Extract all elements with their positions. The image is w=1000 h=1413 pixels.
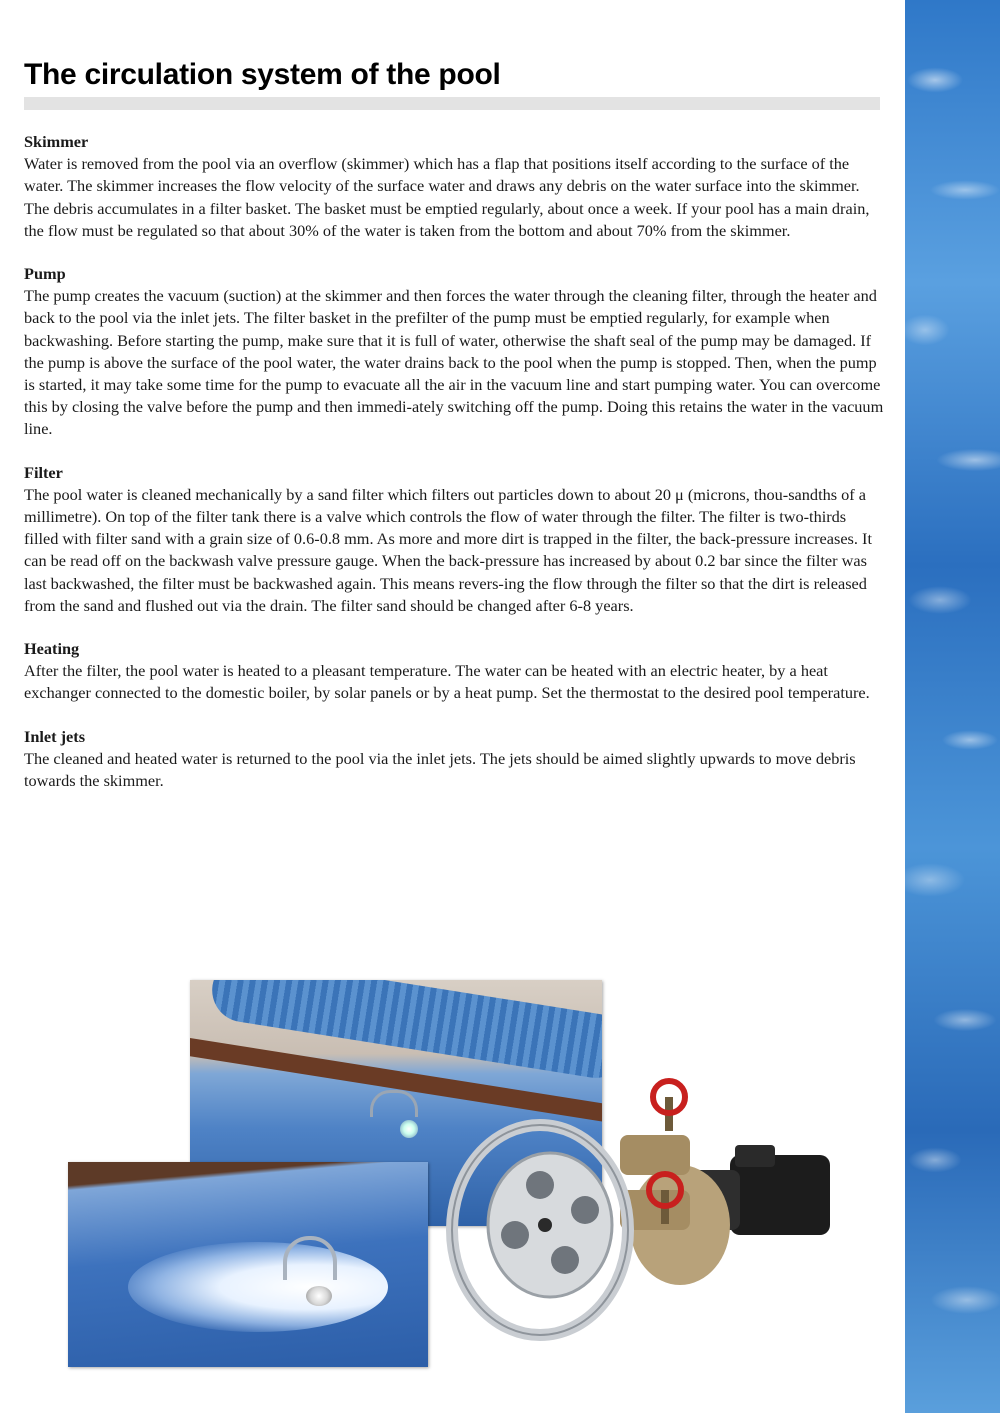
pump-housing — [620, 1135, 730, 1285]
valve-top — [653, 1081, 685, 1131]
section-text: The pump creates the vacuum (suction) at the skimmer and then forces the water through the cleaning filter, through the heater and back to the pool via the inlet jets. The filter basket in the prefilter of the pump must be emptied regularly, for example when backwashing. Before starting the pump, make sure that it is full of water, otherwise the shaft seal of the pump may be damaged. If the pump is above the surface of the pool water, the water drains back to the pool when the pump is stopped. Then, when the pump is started, it may take some time for the pump to evacuate all the air in the vacuum line and start pumping water. You can overcome this by closing the valve before the pump and then immedi-ately switching off the pump. Doing this retains the water in the vacuum line. — [24, 286, 884, 439]
section-text: The pool water is cleaned mechanically by a sand filter which filters out particles down to about 20 μ (microns, thou-sandths of a millimetre). On top of the filter tank there is a valve which controls the flow of water through the filter. The filter is two-thirds filled with filter sand with a grain size of 0.6-0.8 mm. As more and more dirt is trapped in the filter, the back-pressure increases. It can be read off on the backwash valve pressure gauge. When the back-pressure has increased by about 0.2 bar since the filter was last backwashed, the filter must be backwashed again. This means revers-ing the flow through the filter so that the dirt is released from the sand and flushed out via the drain. The filter sand should be changed after 6-8 years. — [24, 484, 872, 615]
section-text: The cleaned and heated water is returned to the pool via the inlet jets. The jets should be aimed slightly upwards to move debris towards the skimmer. — [24, 748, 856, 791]
section-text: After the filter, the pool water is heated to a pleasant temperature. The water can be heated with an electric heater, by a heat exchanger connected to the domestic boiler, by solar panels or by a heat pump. Set the thermostat to the desired pool temperature. — [24, 661, 870, 703]
section-pump — [24, 263, 884, 441]
article-body — [24, 131, 884, 813]
section-text: Water is removed from the pool via an overflow (skimmer) which has a flap that positions itself according to the surface of the water. The skimmer increases the flow velocity of the surface water and draws any debris on the water surface into the skimmer. The debris accumulates in a filter basket. The basket must be emptied regularly, about once a week. If your pool has a main drain, the flow must be regulated so that about 30% of the water is taken from the bottom and about 70% from the skimmer. — [24, 154, 870, 240]
pool-handrail — [370, 1090, 418, 1117]
pump-unit-illustration — [445, 1075, 845, 1375]
section-heating — [24, 638, 884, 705]
section-inlet-jets — [24, 726, 884, 793]
jet-faceplate — [488, 1153, 612, 1297]
section-heading: Pump — [24, 264, 66, 284]
section-filter — [24, 462, 884, 617]
page-title: The circulation system of the pool — [24, 58, 501, 91]
section-heading: Filter — [24, 462, 63, 482]
section-skimmer — [24, 131, 884, 242]
jet-handrail — [283, 1236, 337, 1280]
section-heading: Inlet jets — [24, 726, 86, 746]
title-underline-bar — [24, 97, 880, 110]
section-heading: Skimmer — [24, 132, 89, 151]
inlet-jet-photo — [68, 1162, 428, 1367]
water-foam — [128, 1242, 388, 1332]
pool-light — [400, 1120, 418, 1138]
water-decoration-strip — [905, 0, 1000, 1413]
section-heading: Heating — [24, 639, 80, 659]
inlet-jet-nozzle — [306, 1286, 332, 1306]
